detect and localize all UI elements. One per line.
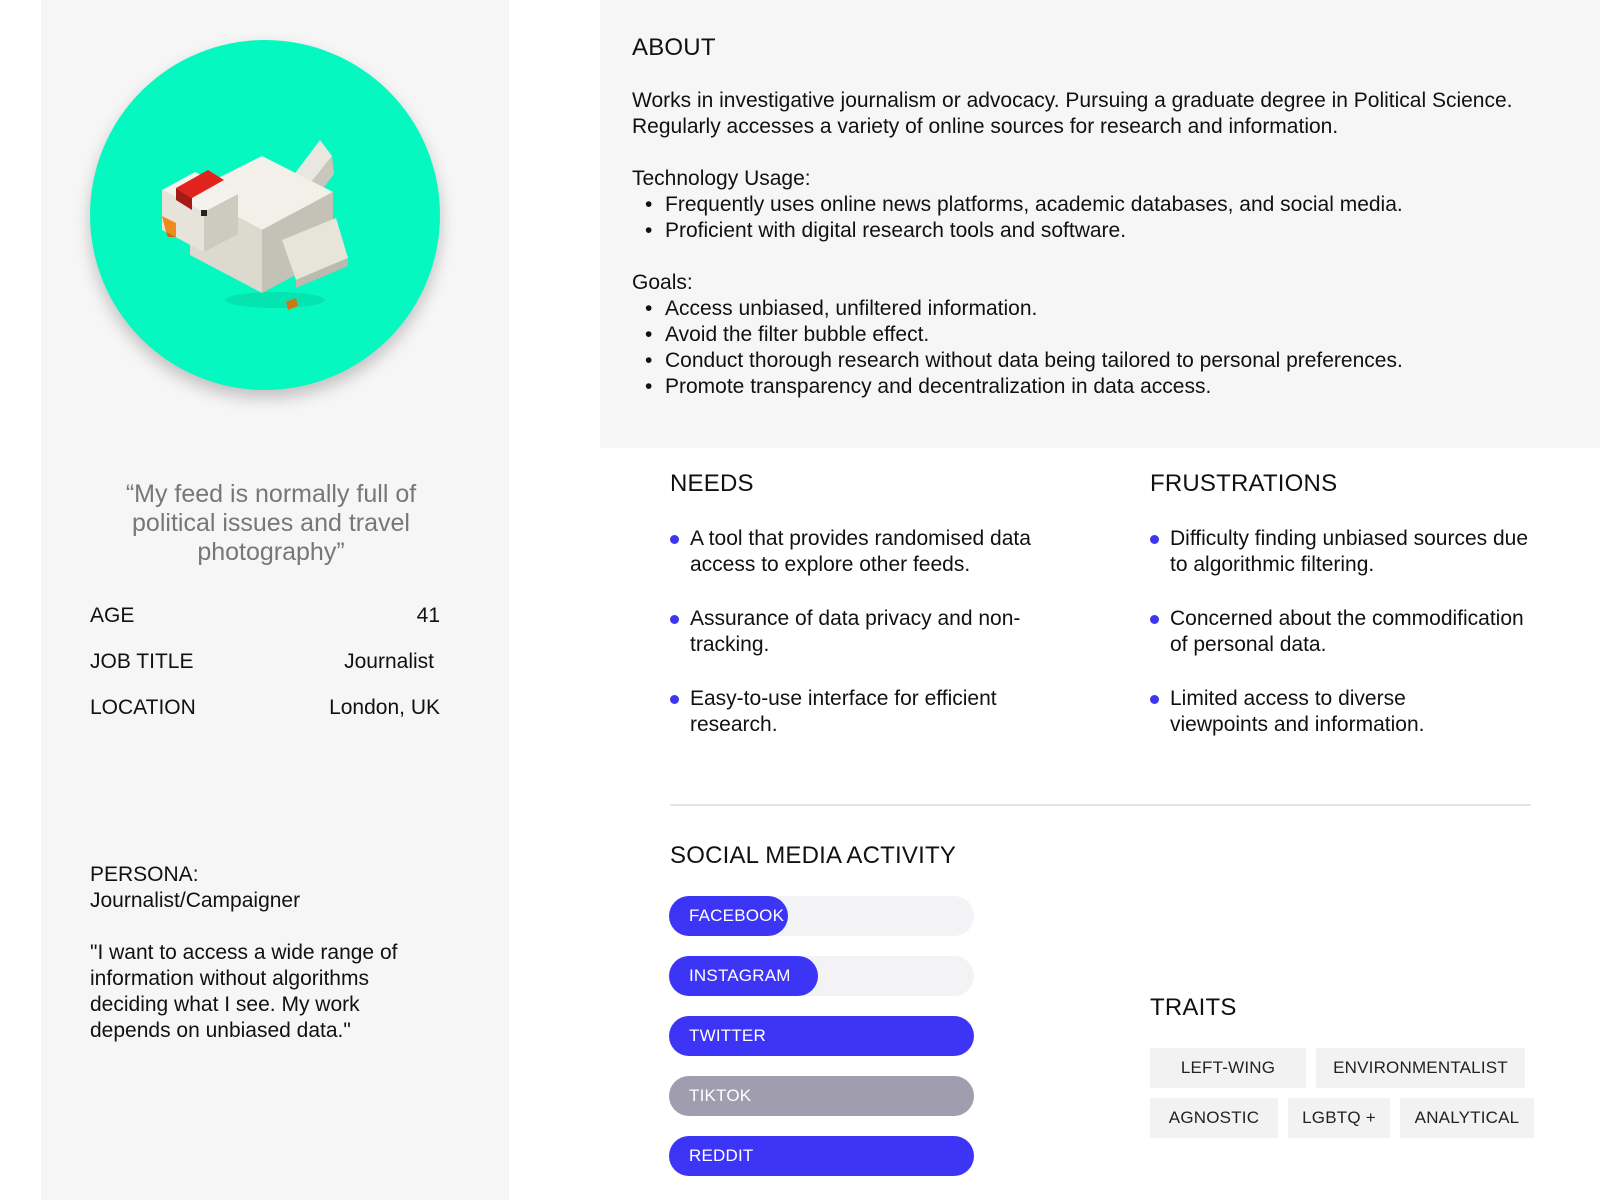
- tech-list: [632, 192, 1582, 244]
- list-item: • Avoid the filter bubble effect.: [632, 322, 1582, 348]
- detail-label: JOB TITLE: [90, 650, 194, 673]
- about-body: [632, 88, 1582, 400]
- trait-chip: LGBTQ +: [1288, 1098, 1390, 1138]
- detail-label: LOCATION: [90, 696, 196, 719]
- social-bar-label: TIKTOK: [689, 1086, 752, 1105]
- social-bar-label: INSTAGRAM: [689, 966, 791, 985]
- detail-label: AGE: [90, 604, 135, 627]
- about-panel: [600, 0, 1600, 448]
- detail-value: London, UK: [329, 696, 440, 719]
- persona-heading: [90, 862, 450, 914]
- social-bar-track: [669, 1076, 974, 1116]
- persona-statement: "I want to access a wide range of information without algorithms deciding what I see. My work depends on unbiased data.": [90, 941, 398, 1042]
- list-item: • Conduct thorough research without data being tailored to personal preferences.: [632, 348, 1582, 374]
- bullet-dot-icon: [670, 615, 679, 624]
- list-item: Difficulty finding unbiased sources due to algorithmic filtering.: [1150, 526, 1550, 578]
- bullet-dot-icon: [1150, 695, 1159, 704]
- avatar: [90, 40, 440, 390]
- list-item: • Frequently uses online news platforms, academic databases, and social media.: [632, 192, 1582, 218]
- list-item: Easy-to-use interface for efficient research.: [670, 686, 1070, 738]
- social-bar-label: FACEBOOK: [689, 906, 785, 925]
- tech-heading: Technology Usage:: [632, 167, 811, 190]
- goals-list: [632, 296, 1582, 400]
- trait-chip: AGNOSTIC: [1150, 1098, 1278, 1138]
- persona-label: PERSONA:: [90, 863, 199, 886]
- persona-name: Journalist/Campaigner: [90, 889, 301, 912]
- social-bar-track: [669, 956, 974, 996]
- bullet-dot-icon: [1150, 535, 1159, 544]
- social-bar-label: REDDIT: [689, 1146, 754, 1165]
- list-item: • Access unbiased, unfiltered information.: [632, 296, 1582, 322]
- about-intro: Works in investigative journalism or advocacy. Pursuing a graduate degree in Political Science. Regularly accesses a variety of online sources for research and information.: [632, 89, 1513, 138]
- needs-heading: NEEDS: [670, 470, 754, 497]
- bullet-dot-icon: [670, 535, 679, 544]
- social-bar-track: [669, 896, 974, 936]
- trait-chip: LEFT-WING: [1150, 1048, 1306, 1088]
- detail-row-age: [90, 604, 440, 632]
- traits-heading: TRAITS: [1150, 994, 1237, 1021]
- bullet-dot-icon: [670, 695, 679, 704]
- trait-chip: ENVIRONMENTALIST: [1316, 1048, 1525, 1088]
- list-item: • Proficient with digital research tools and software.: [632, 218, 1582, 244]
- social-media-heading: SOCIAL MEDIA ACTIVITY: [670, 842, 957, 869]
- detail-row-job-title: [90, 650, 440, 678]
- profile-panel: [41, 0, 509, 1200]
- social-bar-label: TWITTER: [689, 1026, 766, 1045]
- detail-value: Journalist: [344, 650, 434, 673]
- social-bar-track: [669, 1136, 974, 1176]
- section-divider: [670, 804, 1531, 806]
- list-item: Limited access to diverse viewpoints and information.: [1150, 686, 1490, 738]
- goals-heading: Goals:: [632, 271, 693, 294]
- frustrations-heading: FRUSTRATIONS: [1150, 470, 1338, 497]
- social-bar-track: [669, 1016, 974, 1056]
- detail-row-location: [90, 696, 440, 724]
- list-item: Concerned about the commodification of personal data.: [1150, 606, 1530, 658]
- bullet-dot-icon: [1150, 615, 1159, 624]
- detail-value: 41: [416, 604, 440, 627]
- pixel-chicken-icon: [90, 40, 440, 390]
- list-item: • Promote transparency and decentralization in data access.: [632, 374, 1582, 400]
- trait-chip: ANALYTICAL: [1400, 1098, 1534, 1138]
- about-heading: ABOUT: [632, 34, 716, 61]
- list-item: Assurance of data privacy and non-tracking.: [670, 606, 1070, 658]
- persona-quote-tagline: “My feed is normally full of political issues and travel photography”: [125, 480, 417, 566]
- list-item: A tool that provides randomised data access to explore other feeds.: [670, 526, 1070, 578]
